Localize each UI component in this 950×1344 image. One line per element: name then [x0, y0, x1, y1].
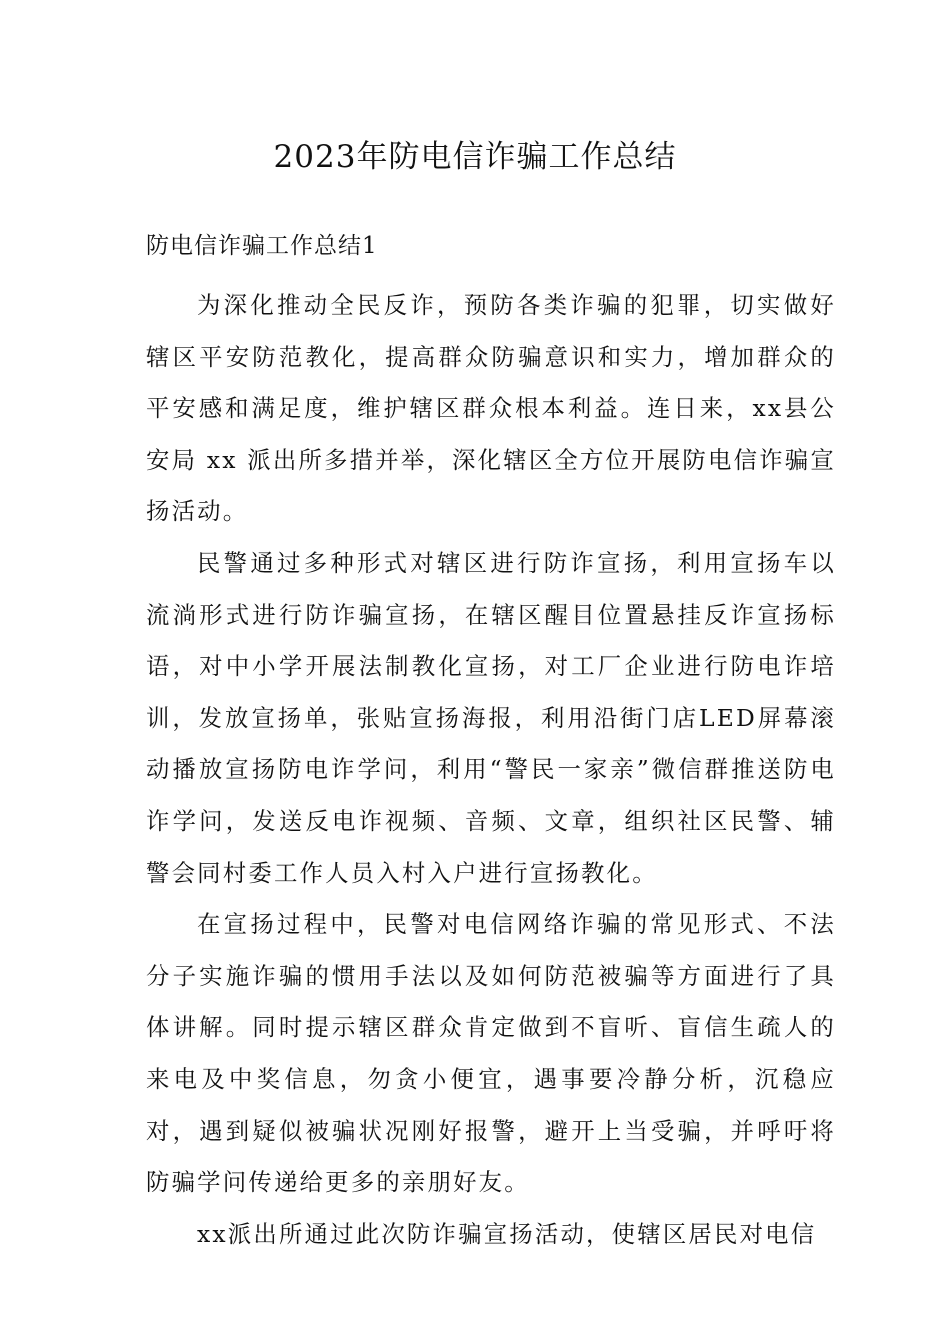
paragraph: 为深化推动全民反诈，预防各类诈骗的犯罪，切实做好辖区平安防范教化，提高群众防骗意识和实力，增加群众的平安感和满足度，维护辖区群众根本利益。连日来，xx县公安局 xx 派出所多措并举，深化辖区全方位开展防电信诈骗宣扬活动。	[146, 291, 836, 526]
paragraph: xx派出所通过此次防诈骗宣扬活动，使辖区居民对电信	[197, 1219, 817, 1248]
paragraph: 在宣扬过程中，民警对电信网络诈骗的常见形式、不法分子实施诈骗的惯用手法以及如何防范被骗等方面进行了具体讲解。同时提示辖区群众肯定做到不盲听、盲信生疏人的来电及中奖信息，勿贪小便宜，遇事要冷静分析，沉稳应对，遇到疑似被骗状况刚好报警，避开上当受骗，并呼吁将防骗学问传递给更多的亲朋好友。	[146, 910, 836, 1197]
section-title: 防电信诈骗工作总结1	[146, 233, 378, 259]
document-body	[146, 280, 836, 1260]
paragraph: 民警通过多种形式对辖区进行防诈宣扬，利用宣扬车以流淌形式进行防诈骗宣扬，在辖区醒目位置悬挂反诈宣扬标语，对中小学开展法制教化宣扬，对工厂企业进行防电诈培训，发放宣扬单，张贴宣扬海报，利用沿街门店LED屏幕滚动播放宣扬防电诈学问，利用“警民一家亲”微信群推送防电诈学问，发送反电诈视频、音频、文章，组织社区民警、辅警会同村委工作人员入村入户进行宣扬教化。	[146, 548, 836, 887]
document-title: 2023年防电信诈骗工作总结	[273, 139, 677, 175]
